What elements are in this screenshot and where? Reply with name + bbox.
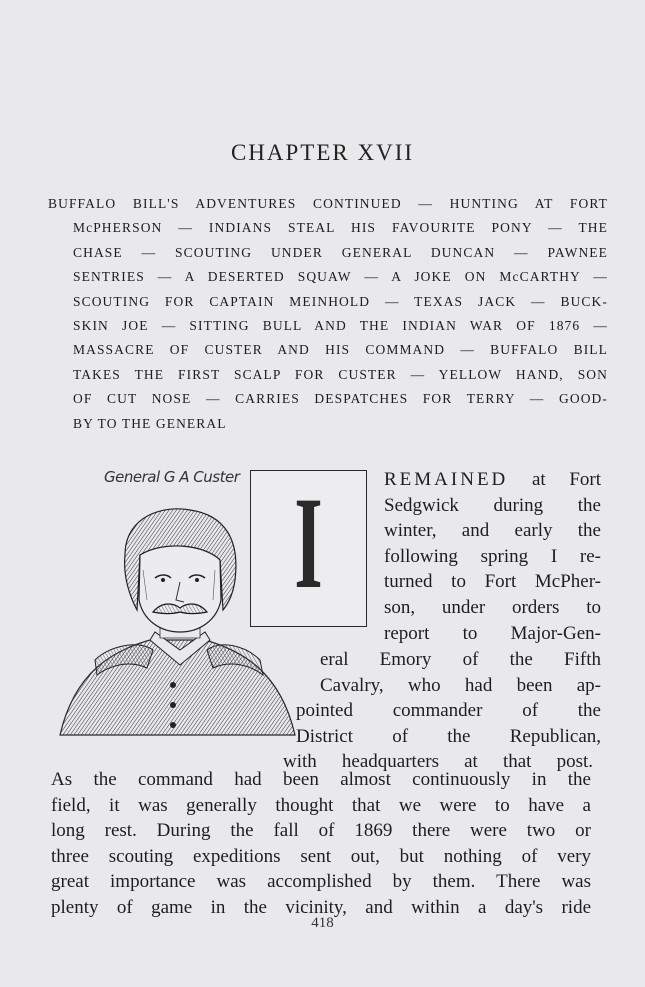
body-line: Cavalry, who had been ap- <box>320 674 601 696</box>
chapter-summary <box>48 192 608 436</box>
body-right-column <box>384 467 601 646</box>
body-line: report to Major-Gen- <box>384 622 601 644</box>
body-line: winter, and early the <box>384 520 601 542</box>
lead-word: REMAINED <box>384 469 509 490</box>
summary-line: CHASE — SCOUTING UNDER GENERAL DUNCAN — PAWNEE <box>73 244 608 260</box>
body-line: eral Emory of the Fifth <box>320 649 601 670</box>
summary-line: BUFFALO BILL'S ADVENTURES CONTINUED — HUNTING AT FORT <box>48 196 608 211</box>
page-number: 418 <box>311 915 334 931</box>
body-full-width <box>51 767 591 921</box>
drop-cap-box <box>250 470 367 627</box>
summary-line: OF CUT NOSE — CARRIES DESPATCHES FOR TERRY — GOOD- <box>73 391 608 407</box>
body-line-text: at Fort <box>531 469 602 490</box>
body-line: As the command had been almost continuously in the <box>51 769 591 790</box>
body-line: great importance was accomplished by them. There was <box>51 871 591 893</box>
body-line: plenty of game in the vicinity, and within a day's ride <box>51 896 591 918</box>
body-line: son, under orders to <box>384 596 601 618</box>
chapter-title: CHAPTER XVII <box>230 140 415 165</box>
body-line: three scouting expeditions sent out, but nothing of very <box>51 845 591 867</box>
drop-cap-letter: I <box>294 469 323 616</box>
body-line: following spring I re- <box>384 545 601 567</box>
portrait-caption: General G A Custer <box>104 468 240 486</box>
summary-line: SCOUTING FOR CAPTAIN MEINHOLD — TEXAS JACK — BUCK- <box>73 293 608 309</box>
body-line <box>384 467 601 493</box>
summary-line: McPHERSON — INDIANS STEAL HIS FAVOURITE PONY — THE <box>73 220 608 236</box>
summary-line: MASSACRE OF CUSTER AND HIS COMMAND — BUFFALO BILL <box>73 342 608 358</box>
body-line: Sedgwick during the <box>384 494 601 516</box>
summary-line: TAKES THE FIRST SCALP FOR CUSTER — YELLOW HAND, SON <box>73 366 608 382</box>
body-mid-column <box>320 647 601 698</box>
body-mid-column <box>296 698 601 749</box>
body-line: long rest. During the fall of 1869 there were two or <box>51 820 591 842</box>
body-line: turned to Fort McPher- <box>384 571 601 593</box>
body-line: pointed commander of the <box>296 700 601 721</box>
summary-line: SENTRIES — A DESERTED SQUAW — A JOKE ON McCARTHY — <box>73 269 608 285</box>
summary-line: BY TO THE GENERAL <box>73 415 227 431</box>
summary-line: SKIN JOE — SITTING BULL AND THE INDIAN WAR OF 1876 — <box>73 318 608 334</box>
body-line: field, it was generally thought that we were to have a <box>51 794 591 816</box>
body-line: District of the Republican, <box>296 725 601 747</box>
body-line: with headquarters at that post. <box>283 751 593 772</box>
